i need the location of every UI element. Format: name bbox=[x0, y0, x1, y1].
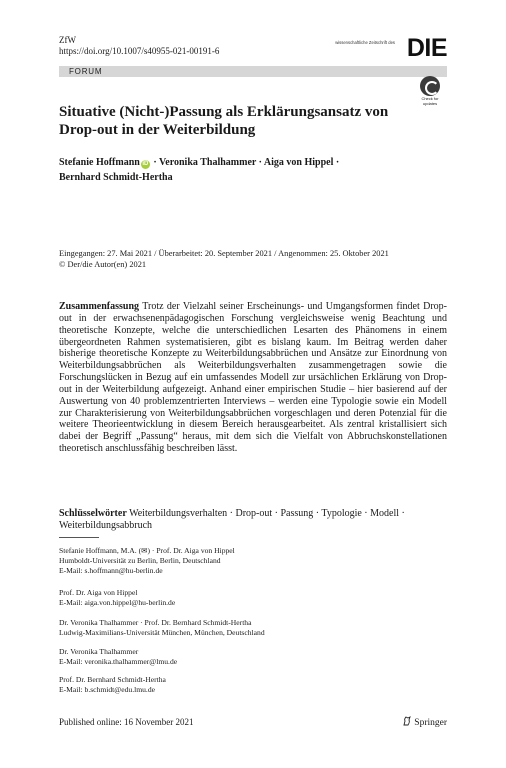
article-title: Situative (Nicht-)Passung als Erklärungsansatz von Drop-out in der Weiterbildung bbox=[59, 104, 389, 138]
article-dates bbox=[59, 248, 447, 270]
section-label: FORUM bbox=[69, 67, 103, 76]
publisher-name: Springer bbox=[414, 718, 447, 728]
section-bar bbox=[59, 66, 447, 77]
authors-line-2: Bernhard Schmidt-Hertha bbox=[59, 172, 173, 183]
affiliation-line: Dr. Veronika Thalhammer bbox=[59, 647, 139, 656]
affiliation-line: Humboldt-Universität zu Berlin, Berlin, Deutschland bbox=[59, 556, 221, 565]
springer-logo bbox=[402, 716, 447, 729]
affiliation-line: Ludwig-Maximilians-Universität München, München, Deutschland bbox=[59, 628, 265, 637]
affiliation-email[interactable]: E-Mail: veronika.thalhammer@lmu.de bbox=[59, 657, 178, 666]
affiliation-line: Stefanie Hoffmann, M.A. (✉) · Prof. Dr. Aiga von Hippel bbox=[59, 546, 235, 555]
affiliation-block bbox=[59, 647, 447, 667]
keywords-label: Schlüsselwörter bbox=[59, 508, 127, 519]
keywords bbox=[59, 508, 447, 532]
affiliation-line: Prof. Dr. Aiga von Hippel bbox=[59, 588, 138, 597]
refresh-icon bbox=[420, 76, 440, 96]
affiliation-block bbox=[59, 675, 447, 695]
publisher-logo bbox=[301, 36, 447, 64]
check-updates-label: Check for updates bbox=[421, 96, 439, 106]
affiliation-block bbox=[59, 546, 447, 576]
affiliation-block bbox=[59, 588, 447, 608]
keywords-text: Weiterbildungsverhalten · Drop-out · Passung · Typologie · Modell · Weiterbildungsabbruch bbox=[59, 508, 405, 531]
published-date: Published online: 16 November 2021 bbox=[59, 717, 194, 727]
die-logo-icon: DIE bbox=[406, 34, 447, 62]
affiliation-line: Prof. Dr. Bernhard Schmidt-Hertha bbox=[59, 675, 166, 684]
abstract bbox=[59, 301, 447, 455]
co-authors: · Veronika Thalhammer · Aiga von Hippel · bbox=[150, 157, 340, 168]
abstract-text: Trotz der Vielzahl seiner Erscheinungs- und Umgangsformen findet Drop-out in der erwachsenenpädagogischen Forschung vergleichsweise wenig Beachtung und theoretische Konzepte, welche die unterschiedlichen Lesarten des Phänomens in einem übergeordneten Rahmen systematisieren, gibt es bislang kaum. Im Beitrag werden daher bisherige theoretische Konzepte zu Weiterbildungsabbrüchen und Ansätze zur Einordnung von Weiterbildungsabbrüchen als Weiterbildungsverhalten zusammengetragen sowie die Forschungslücken in Bezug auf ein umfassendes Modell zur ursächlichen Erklärung von Drop-out in der Weiterbildung aufgezeigt. Anhand einer empirischen Studie – hier basierend auf der Auswertung von 40 problemzentrierten Interviews – werden eine Typologie sowie ein Modell zur Charakterisierung von Weiterbildungsabbrüchen vorgeschlagen und deren Potenzial für die weitere Theorieentwicklung in diesem Bereich herausgearbeitet. Als zentral kristallisiert sich dabei der Begriff „Passung“ heraus, mit dem sich die Vielfalt von Abbruchskonstellationen theoretisch anschlussfähig beschreiben lässt. bbox=[59, 301, 447, 455]
received-dates: Eingegangen: 27. Mai 2021 / Überarbeitet: 20. September 2021 / Angenommen: 25. Oktober 2021 bbox=[59, 249, 389, 258]
affiliation-email[interactable]: E-Mail: b.schmidt@edu.lmu.de bbox=[59, 685, 155, 694]
affiliation-line: Dr. Veronika Thalhammer · Prof. Dr. Bernhard Schmidt-Hertha bbox=[59, 618, 252, 627]
authors-line-1 bbox=[59, 155, 447, 170]
check-for-updates-badge[interactable] bbox=[416, 76, 444, 108]
springer-horse-icon bbox=[402, 716, 412, 726]
affiliation-block bbox=[59, 618, 447, 638]
author-list bbox=[59, 155, 447, 185]
affiliation-email[interactable]: E-Mail: aiga.von.hippel@hu-berlin.de bbox=[59, 598, 176, 607]
journal-name: ZfW bbox=[59, 35, 76, 45]
copyright-line: © Der/die Autor(en) 2021 bbox=[59, 260, 147, 269]
first-author: Stefanie Hoffmann bbox=[59, 157, 140, 168]
affiliation-email[interactable]: E-Mail: s.hoffmann@hu-berlin.de bbox=[59, 566, 163, 575]
logo-caption: wissenschaftliche Zeitschrift des bbox=[335, 40, 395, 45]
orcid-icon[interactable]: iD bbox=[142, 161, 149, 167]
abstract-label: Zusammenfassung bbox=[59, 301, 140, 312]
footnote-divider bbox=[59, 537, 99, 538]
doi-link[interactable]: https://doi.org/10.1007/s40955-021-00191-6 bbox=[59, 46, 220, 56]
